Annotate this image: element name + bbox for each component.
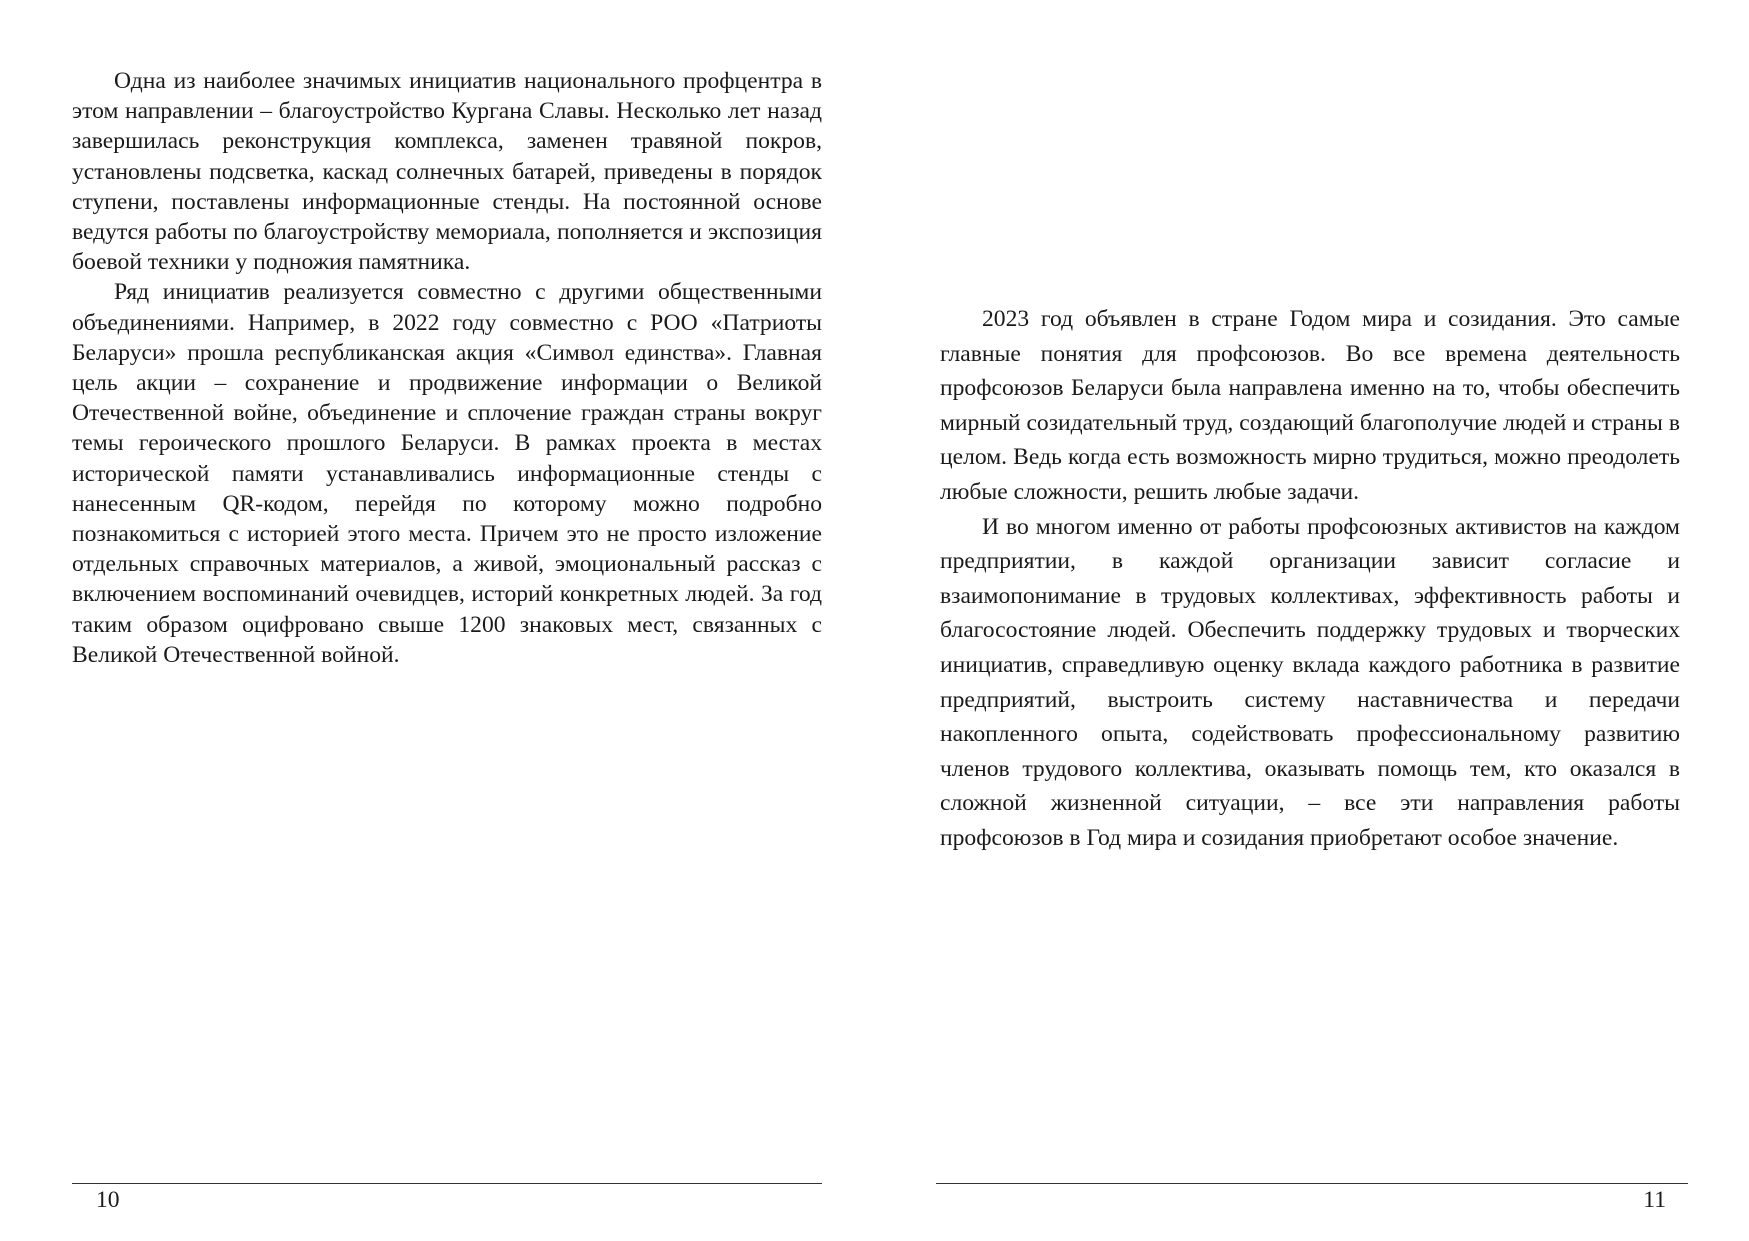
- footer-rule: [72, 1183, 822, 1184]
- footer-rule: [936, 1183, 1688, 1184]
- left-page-text: [72, 66, 822, 670]
- right-page: [940, 0, 1680, 1241]
- paragraph: 2023 год объявлен в стране Годом мира и созидания. Это самые главные понятия для профсоюзов. Во все времена деятельность профсоюзов Беларуси была направлена именно на то, чтобы обеспечить мирный созидательный труд, создающий благополучие людей и страны в целом. Ведь когда есть возможность мирно трудиться, можно преодолеть любые сложности, решить любые задачи.: [940, 306, 1680, 505]
- paragraph: И во многом именно от работы профсоюзных активистов на каждом предприятии, в каждой организации зависит согласие и взаимопонимание в трудовых коллективах, эффективность работы и благосостояние людей. Обеспечить поддержку трудовых и творческих инициатив, справедливую оценку вклада каждого работника в развитие предприятий, выстроить систему наставничества и передачи накопленного опыта, содействовать профессиональному развитию членов трудового коллектива, оказывать помощь тем, кто оказался в сложной жизненной ситуации, – все эти направления работы профсоюзов в Год мира и созидания приобретают особое значение.: [940, 513, 1680, 851]
- left-page: [72, 0, 822, 1241]
- page-number: 11: [1643, 1187, 1666, 1213]
- page-number: 10: [96, 1187, 120, 1213]
- paragraph: Ряд инициатив реализуется совместно с другими общественными объединениями. Например, в 2022 году совместно с РОО «Патриоты Беларуси» прошла республиканская акция «Символ единства». Главная цель акции – сохранение и продвижение информации о Великой Отечественной войне, объединение и сплочение граждан страны вокруг темы героического прошлого Беларуси. В рамках проекта в местах исторической памяти устанавливались информационные стенды с нанесенным QR-кодом, перейдя по которому можно подробно познакомиться с историей этого места. Причем это не просто изложение отдельных справочных материалов, а живой, эмоциональный рассказ с включением воспоминаний очевидцев, историй конкретных людей. За год таким образом оцифровано свыше 1200 знаковых мест, связанных с Великой Отечественной войной.: [72, 279, 822, 668]
- paragraph: Одна из наиболее значимых инициатив национального профцентра в этом направлении – благоустройство Кургана Славы. Несколько лет назад завершилась реконструкция комплекса, заменен травяной покров, установлены подсветка, каскад солнечных батарей, приведены в порядок ступени, поставлены информационные стенды. На постоянной основе ведутся работы по благоустройству мемориала, пополняется и экспозиция боевой техники у подножия памятника.: [72, 68, 822, 276]
- right-page-text: [940, 302, 1680, 856]
